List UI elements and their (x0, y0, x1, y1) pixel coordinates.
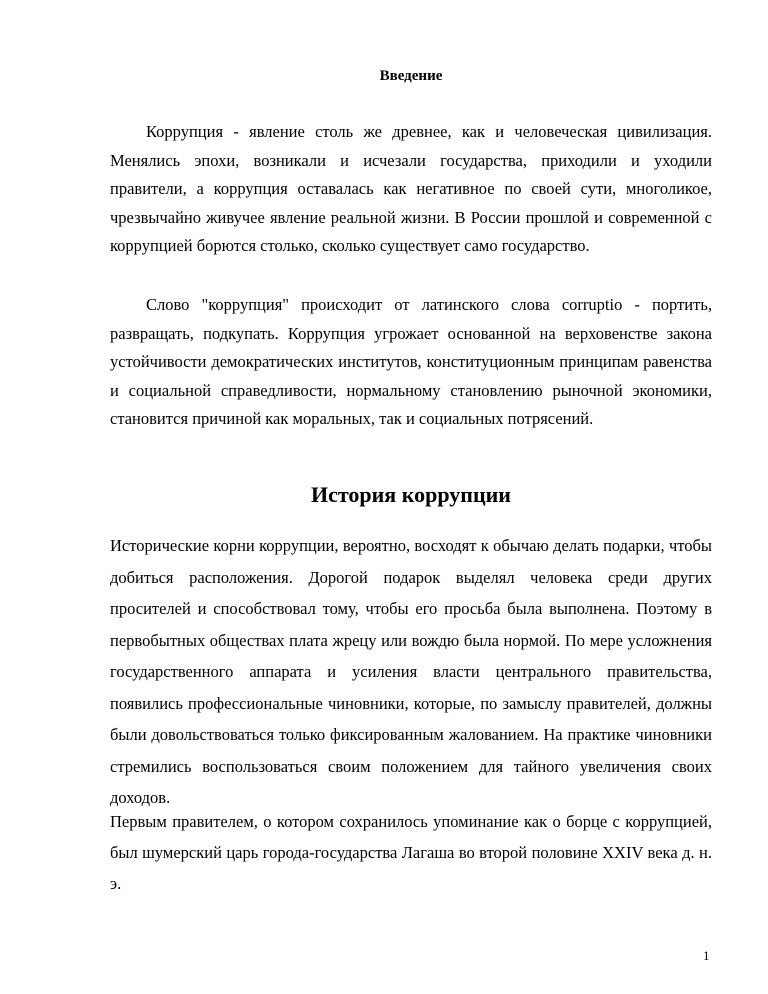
intro-heading: Введение (379, 68, 443, 84)
history-paragraph-2: Первым правителем, о котором сохранилось упоминание как о борце с коррупцией, был шумерский царь города-государства Лагаша во второй половине XXIV века д. н. э. (110, 812, 712, 893)
page-number: 1 (703, 948, 710, 963)
intro-paragraph-2: Слово "коррупция" происходит от латинского слова corruptio - портить, развращать, подкупать. Коррупция угрожает основанной на верховенстве закона устойчивости демократических институтов, конституционным принципам равенства и социальной справедливости, нормальному становлению рыночной экономики, становится причиной как моральных, так и социальных потрясений. (110, 295, 712, 429)
history-paragraph-1: Исторические корни коррупции, вероятно, восходят к обычаю делать подарки, чтобы добиться расположения. Дорогой подарок выделял человека среди других просителей и способствовал тому, чтобы его просьба была выполнена. Поэтому в первобытных обществах плата жрецу или вождю была нормой. По мере усложнения государственного аппарата и усиления власти центрального правительства, появились профессиональные чиновники, которые, по замыслу правителей, должны были довольствоваться только фиксированным жалованием. На практике чиновники стремились воспользоваться своим положением для тайного увеличения своих доходов. (110, 536, 712, 807)
history-heading: История коррупции (311, 482, 511, 507)
intro-paragraph-1: Коррупция - явление столь же древнее, как и человеческая цивилизация. Менялись эпохи, возникали и исчезали государства, приходили и уходили правители, а коррупция оставалась как негативное по своей сути, многоликое, чрезвычайно живучее явление реальной жизни. В России прошлой и современной с коррупцией борются столько, сколько существует само государство. (110, 122, 712, 256)
